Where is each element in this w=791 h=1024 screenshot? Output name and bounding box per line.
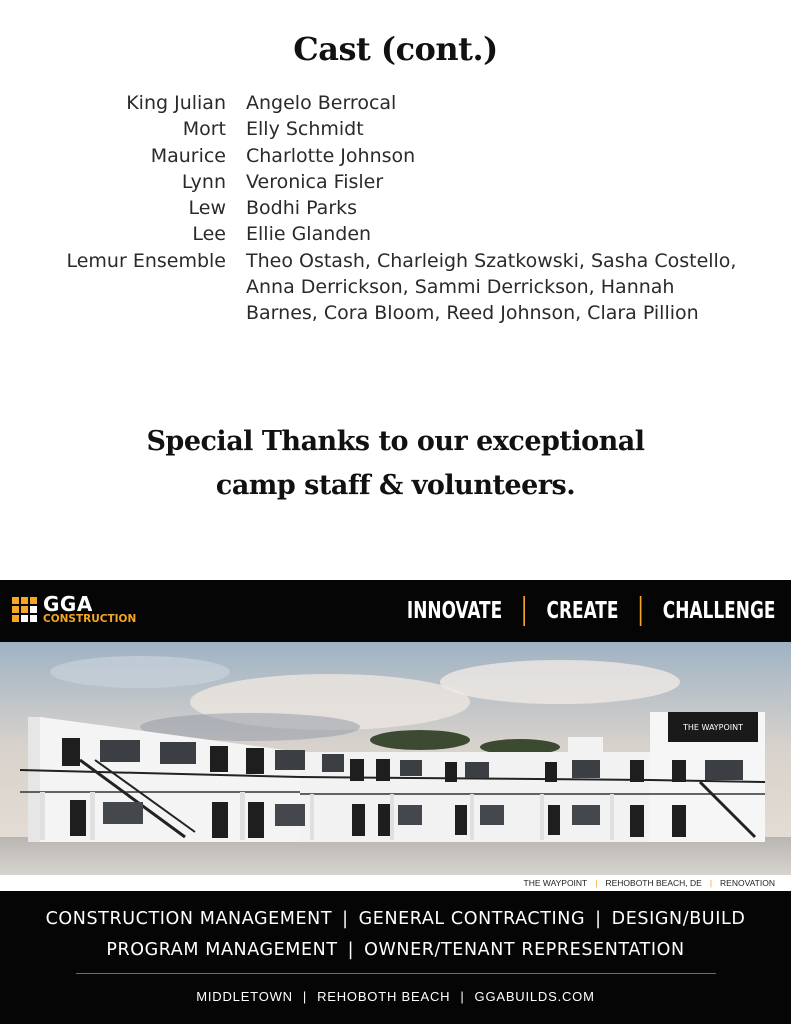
caption-item: RENOVATION — [720, 878, 775, 888]
cast-row — [0, 248, 791, 327]
divider-rule — [76, 973, 716, 974]
logo-text: GGA — [43, 592, 93, 616]
cast-actor: Bodhi Parks — [246, 197, 358, 220]
cast-row — [0, 90, 791, 116]
special-thanks — [0, 420, 791, 508]
slogan-word: CREATE — [546, 598, 618, 624]
cast-role: Maurice — [150, 144, 226, 167]
cast-actor: Theo Ostash, Charleigh Szatkowski, Sasha Costello, Anna Derrickson, Sammi Derrickson, Hannah Barnes, Cora Bloom, Reed Johnson, Clara Pillion — [246, 249, 737, 325]
cast-role: Lew — [188, 197, 226, 220]
logo-subtext: CONSTRUCTION — [43, 613, 137, 625]
service-divider: | — [347, 940, 355, 960]
service-divider: | — [595, 909, 602, 929]
caption-divider: | — [709, 878, 713, 888]
locations-line — [0, 989, 791, 1004]
cast-role: Mort — [182, 118, 226, 141]
cast-row — [0, 221, 791, 247]
cast-role: Lynn — [181, 170, 226, 193]
website-link[interactable]: GGABUILDS.COM — [474, 989, 595, 1004]
slogan-word: INNOVATE — [406, 598, 502, 624]
service-item: DESIGN/BUILD — [611, 909, 746, 929]
slogan — [406, 596, 775, 626]
logo-grid-icon — [12, 597, 38, 623]
cast-role: King Julian — [126, 92, 226, 114]
slogan-word: CHALLENGE — [662, 598, 775, 624]
location-divider: | — [302, 989, 308, 1004]
photo-caption — [0, 875, 791, 891]
cast-actor: Veronica Fisler — [246, 170, 384, 193]
cast-list — [0, 90, 791, 327]
caption-divider: | — [595, 878, 598, 888]
cast-actor: Ellie Glanden — [246, 223, 372, 246]
cast-row — [0, 195, 791, 221]
service-item: CONSTRUCTION MANAGEMENT — [45, 909, 333, 929]
service-item: GENERAL CONTRACTING — [358, 909, 586, 929]
caption-item: THE WAYPOINT — [523, 878, 588, 888]
slogan-divider — [639, 596, 641, 626]
building-photo — [0, 642, 791, 875]
ad-footer — [0, 891, 791, 1024]
cast-row — [0, 143, 791, 169]
thanks-line-1: Special Thanks to our exceptional — [146, 426, 645, 457]
ad-header — [0, 580, 791, 642]
service-divider: | — [342, 909, 349, 929]
cast-actor: Angelo Berrocal — [246, 92, 397, 114]
sign-text: THE WAYPOINT — [682, 723, 744, 732]
location-divider: | — [460, 989, 465, 1004]
services-line-1 — [0, 909, 791, 929]
service-item: OWNER/TENANT REPRESENTATION — [364, 940, 685, 960]
cast-actor: Charlotte Johnson — [246, 144, 416, 167]
cast-actor: Elly Schmidt — [246, 118, 364, 141]
location-item: MIDDLETOWN — [196, 989, 293, 1004]
cast-row — [0, 169, 791, 195]
slogan-divider — [523, 596, 525, 626]
page-title: Cast (cont.) — [293, 30, 498, 68]
services-line-2 — [0, 940, 791, 960]
sponsor-ad — [0, 580, 791, 1024]
thanks-line-2: camp staff & volunteers. — [215, 470, 576, 501]
location-item: REHOBOTH BEACH — [317, 989, 451, 1004]
cast-role: Lemur Ensemble — [66, 249, 226, 272]
cast-row — [0, 116, 791, 142]
service-item: PROGRAM MANAGEMENT — [106, 940, 338, 960]
caption-item: REHOBOTH BEACH, DE — [605, 878, 702, 888]
cast-role: Lee — [192, 223, 226, 246]
